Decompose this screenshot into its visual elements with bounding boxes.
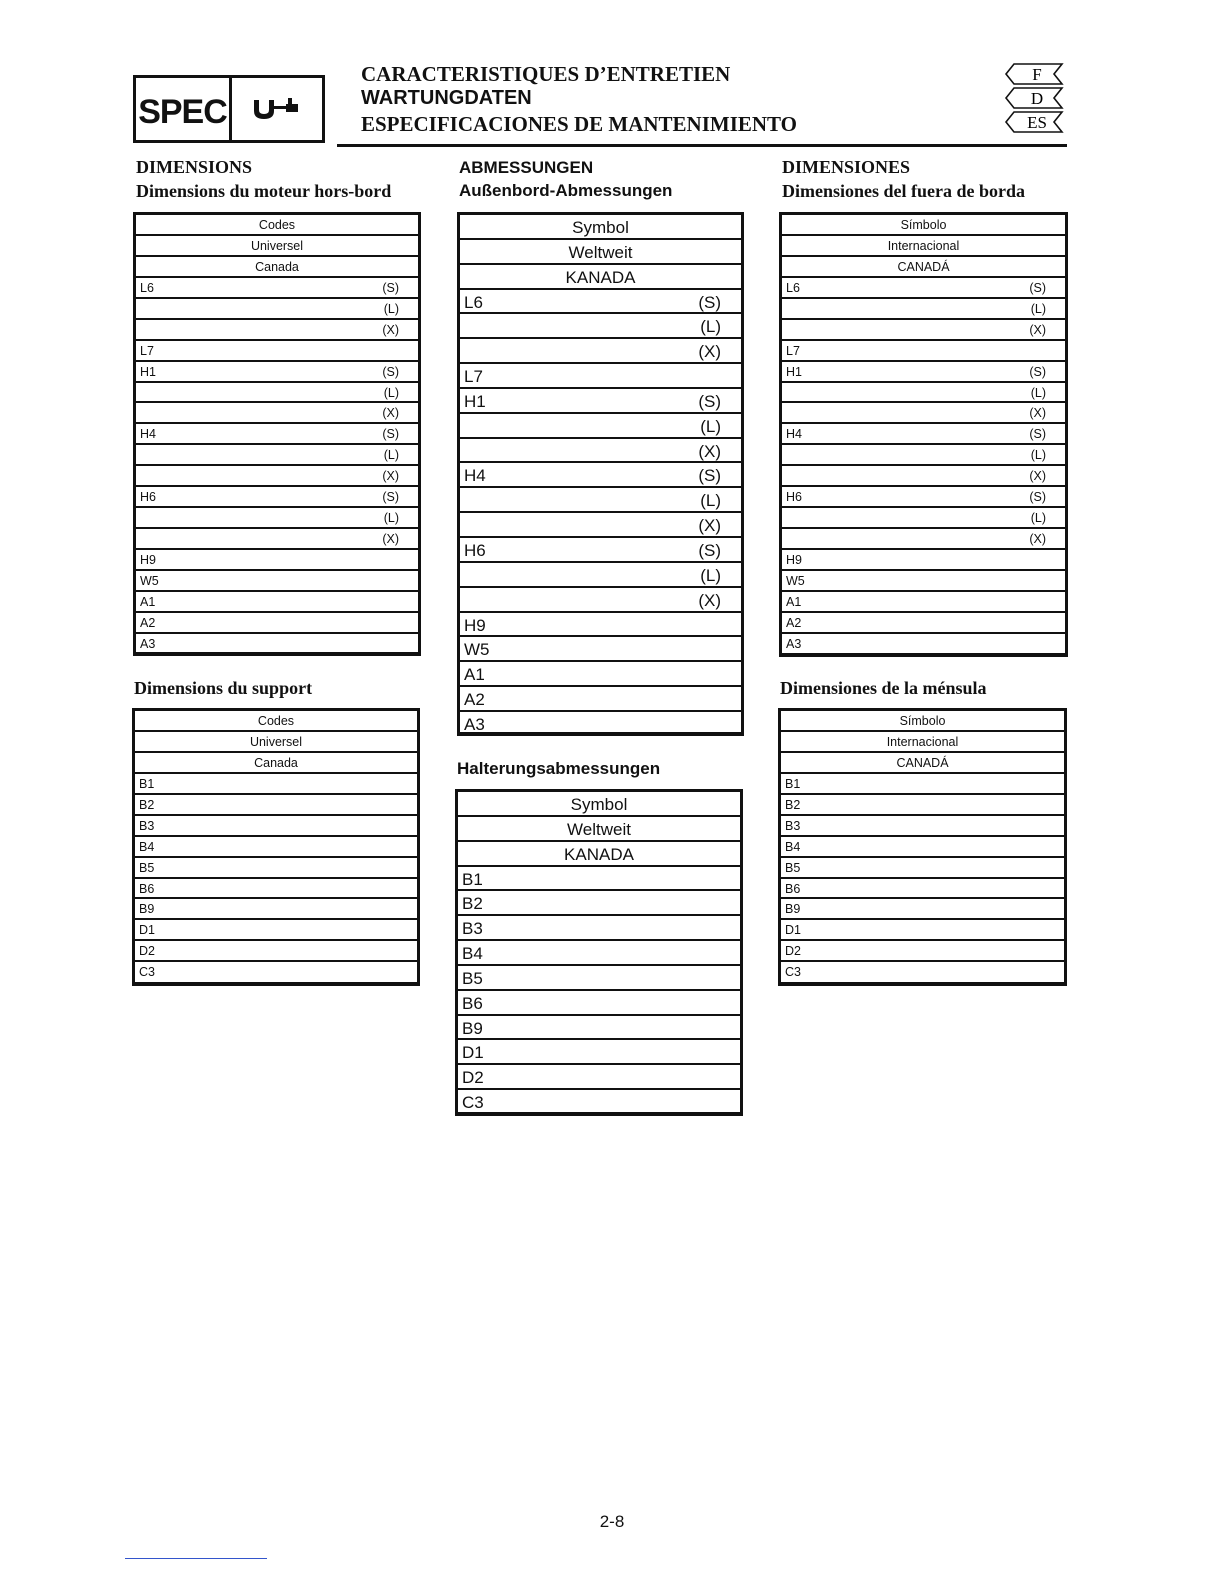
dimension-code: H9	[464, 615, 486, 635]
table-header-cell: KANADA	[565, 267, 636, 287]
table-row	[460, 314, 741, 339]
de-bracket-table	[455, 789, 743, 1116]
table-row	[782, 257, 1065, 278]
table-header-cell: Canada	[254, 755, 298, 770]
dimension-code: B3	[139, 818, 155, 833]
table-row	[458, 1090, 740, 1115]
title-german: WARTUNGDATEN	[361, 87, 532, 109]
table-row	[460, 364, 741, 389]
table-row	[460, 538, 741, 563]
dimension-code: B1	[139, 776, 155, 791]
dimension-code: A3	[140, 636, 156, 651]
dimension-variant: (X)	[698, 441, 721, 461]
dimension-code: A3	[464, 714, 485, 734]
dimension-variant: (L)	[383, 448, 399, 463]
table-row	[781, 774, 1064, 795]
table-row	[136, 529, 418, 550]
dimension-variant: (S)	[1029, 280, 1046, 295]
language-badge-f-label: F	[1032, 65, 1042, 84]
table-row	[782, 571, 1065, 592]
dimension-code: H1	[464, 391, 486, 411]
dimension-code: A1	[786, 594, 802, 609]
table-row	[136, 487, 418, 508]
table-header-cell: Universel	[250, 238, 304, 253]
page-number: 2-8	[599, 1512, 625, 1531]
dimension-variant: (L)	[700, 317, 721, 337]
table-header-cell: Symbol	[572, 218, 629, 237]
table-row	[458, 1016, 740, 1041]
dimension-variant: (L)	[1030, 448, 1046, 463]
dimension-code: B9	[462, 1018, 483, 1038]
fr-bracket-table	[132, 708, 420, 986]
table-row	[135, 920, 417, 941]
language-badge-es	[1004, 111, 1064, 133]
table-row	[458, 867, 740, 892]
wrench-icon	[232, 78, 322, 140]
table-row	[458, 941, 740, 966]
dimension-variant: (S)	[698, 391, 721, 411]
spec-logo	[133, 75, 325, 143]
dimension-code: C3	[139, 965, 155, 980]
table-header-cell: Symbol	[570, 795, 628, 814]
dimension-variant: (S)	[382, 364, 399, 379]
dimension-variant: (X)	[382, 406, 399, 421]
dimension-code: D2	[139, 944, 155, 959]
table-row	[458, 966, 740, 991]
dimension-variant: (S)	[382, 280, 399, 295]
spec-label: SPEC	[136, 78, 232, 140]
table-row	[135, 837, 417, 858]
table-row	[136, 278, 418, 299]
dimension-variant: (X)	[1029, 469, 1046, 484]
dimension-variant: (L)	[700, 491, 721, 511]
table-row	[781, 816, 1064, 837]
table-header-cell: Codes	[257, 714, 295, 728]
dimension-variant: (S)	[698, 540, 721, 560]
dimension-code: L7	[464, 367, 483, 387]
dimension-code: B6	[139, 881, 155, 896]
es-section-heading: DIMENSIONES	[782, 157, 911, 177]
table-row	[460, 588, 741, 613]
table-row	[458, 1040, 740, 1065]
table-row	[136, 613, 418, 634]
table-header-cell: Codes	[258, 218, 296, 232]
dimension-code: A1	[140, 594, 156, 609]
table-row	[135, 774, 417, 795]
table-row	[782, 320, 1065, 341]
de-outboard-heading: Außenbord-Abmessungen	[459, 181, 673, 200]
dimension-code: B2	[785, 797, 801, 812]
table-row	[136, 403, 418, 424]
table-row	[782, 592, 1065, 613]
table-row	[460, 563, 741, 588]
de-bracket-heading: Halterungsabmessungen	[457, 759, 661, 778]
language-badge-d-label: D	[1030, 89, 1044, 108]
table-row	[460, 712, 741, 737]
table-row	[781, 732, 1064, 753]
dimension-variant: (X)	[698, 516, 721, 536]
table-row	[782, 529, 1065, 550]
dimension-variant: (X)	[382, 469, 399, 484]
table-row	[135, 879, 417, 900]
es-outboard-table	[779, 212, 1068, 657]
dimension-code: H9	[786, 553, 802, 567]
dimension-code: D1	[785, 923, 801, 938]
dimension-variant: (S)	[382, 427, 399, 442]
table-header-cell: Internacional	[887, 238, 960, 253]
table-row	[781, 711, 1064, 732]
footer-rule	[125, 1558, 267, 1559]
table-row	[458, 891, 740, 916]
table-row	[136, 236, 418, 257]
dimension-variant: (L)	[1030, 511, 1046, 526]
dimension-code: B5	[785, 860, 801, 875]
table-header-cell: Universel	[249, 734, 303, 749]
dimension-code: A2	[140, 615, 156, 630]
table-header-cell: Símbolo	[899, 714, 946, 728]
language-badge-es-label: ES	[1027, 113, 1047, 132]
table-row	[458, 916, 740, 941]
fr-bracket-heading: Dimensions du support	[134, 678, 313, 698]
dimension-variant: (S)	[1029, 427, 1046, 442]
table-row	[782, 613, 1065, 634]
table-row	[781, 962, 1064, 983]
table-row	[781, 837, 1064, 858]
dimension-code: D1	[462, 1043, 484, 1063]
dimension-code: B1	[785, 776, 801, 791]
dimension-code: L6	[464, 292, 483, 312]
table-row	[460, 488, 741, 513]
dimension-code: B9	[785, 902, 801, 917]
dimension-code: D2	[785, 944, 801, 959]
es-bracket-table	[778, 708, 1067, 986]
dimension-variant: (L)	[700, 416, 721, 436]
table-row	[782, 403, 1065, 424]
dimension-code: L7	[786, 343, 800, 358]
dimension-code: A2	[464, 690, 485, 710]
table-row	[458, 842, 740, 867]
table-row	[460, 613, 741, 638]
dimension-code: W5	[140, 573, 159, 588]
dimension-code: B3	[785, 818, 801, 833]
dimension-code: C3	[462, 1093, 484, 1113]
dimension-variant: (X)	[698, 590, 721, 610]
table-row	[781, 858, 1064, 879]
dimension-code: B4	[139, 839, 155, 854]
table-row	[460, 389, 741, 414]
table-row	[460, 265, 741, 290]
dimension-variant: (L)	[700, 565, 721, 585]
table-row	[781, 941, 1064, 962]
es-bracket-heading: Dimensiones de la ménsula	[780, 678, 987, 698]
table-row	[781, 879, 1064, 900]
dimension-code: A3	[786, 636, 802, 651]
table-header-cell: CANADÁ	[897, 259, 950, 274]
header-divider	[337, 144, 1067, 147]
table-row	[135, 858, 417, 879]
table-header-cell: Canada	[255, 259, 299, 274]
dimension-variant: (S)	[1029, 490, 1046, 505]
table-row	[136, 257, 418, 278]
dimension-variant: (S)	[1029, 364, 1046, 379]
table-row	[136, 383, 418, 404]
dimension-code: H9	[140, 553, 156, 567]
table-row	[782, 466, 1065, 487]
table-header-cell: CANADÁ	[896, 755, 949, 770]
dimension-variant: (L)	[383, 385, 399, 400]
dimension-code: A1	[464, 665, 485, 685]
table-row	[782, 508, 1065, 529]
dimension-code: W5	[464, 640, 490, 660]
table-row	[460, 290, 741, 315]
table-row	[781, 753, 1064, 774]
dimension-variant: (X)	[698, 342, 721, 362]
dimension-variant: (S)	[698, 292, 721, 312]
table-row	[782, 383, 1065, 404]
table-row	[781, 795, 1064, 816]
table-row	[136, 592, 418, 613]
table-row	[135, 899, 417, 920]
dimension-variant: (L)	[383, 301, 399, 316]
de-outboard-table	[457, 212, 744, 736]
es-outboard-heading: Dimensiones del fuera de borda	[782, 181, 1025, 201]
table-row	[460, 463, 741, 488]
dimension-code: H1	[140, 364, 156, 379]
dimension-variant: (X)	[1029, 406, 1046, 421]
table-row	[136, 341, 418, 362]
dimension-code: B5	[462, 968, 483, 988]
table-row	[782, 424, 1065, 445]
dimension-code: B9	[139, 902, 155, 917]
dimension-code: B2	[139, 797, 155, 812]
table-row	[782, 362, 1065, 383]
title-french: CARACTERISTIQUES D’ENTRETIEN	[361, 62, 731, 86]
table-header-cell: Internacional	[886, 734, 959, 749]
table-row	[135, 753, 417, 774]
table-header-cell: Símbolo	[900, 218, 947, 232]
table-row	[782, 550, 1065, 571]
table-row	[136, 445, 418, 466]
dimension-variant: (S)	[382, 490, 399, 505]
table-row	[460, 513, 741, 538]
table-row	[136, 550, 418, 571]
fr-section-heading: DIMENSIONS	[136, 157, 253, 177]
dimension-variant: (X)	[1029, 532, 1046, 547]
table-row	[460, 215, 741, 240]
de-section-heading: ABMESSUNGEN	[459, 158, 594, 177]
table-row	[460, 637, 741, 662]
dimension-variant: (L)	[1030, 301, 1046, 316]
fr-outboard-heading: Dimensions du moteur hors-bord	[136, 181, 392, 201]
table-row	[781, 899, 1064, 920]
table-row	[135, 816, 417, 837]
dimension-code: B6	[462, 993, 483, 1013]
table-row	[136, 634, 418, 655]
dimension-code: H6	[786, 490, 802, 505]
table-header-cell: KANADA	[564, 844, 634, 864]
table-row	[458, 792, 740, 817]
fr-outboard-table	[133, 212, 421, 656]
table-row	[782, 634, 1065, 655]
dimension-code: D2	[462, 1068, 484, 1088]
dimension-code: B2	[462, 894, 483, 914]
table-row	[135, 941, 417, 962]
dimension-variant: (L)	[383, 511, 399, 526]
table-row	[460, 339, 741, 364]
table-row	[782, 236, 1065, 257]
table-row	[135, 962, 417, 983]
dimension-code: L7	[140, 343, 154, 358]
table-row	[136, 424, 418, 445]
dimension-code: A2	[786, 615, 802, 630]
table-row	[782, 215, 1065, 236]
dimension-code: H4	[786, 427, 802, 442]
dimension-code: W5	[786, 573, 805, 588]
table-row	[460, 439, 741, 464]
dimension-variant: (L)	[1030, 385, 1046, 400]
table-row	[782, 341, 1065, 362]
dimension-code: H4	[464, 466, 486, 486]
table-row	[458, 817, 740, 842]
dimension-code: C3	[785, 965, 801, 980]
dimension-code: L6	[786, 280, 800, 295]
dimension-code: B5	[139, 860, 155, 875]
dimension-variant: (X)	[1029, 322, 1046, 337]
table-row	[136, 215, 418, 236]
table-row	[136, 320, 418, 341]
table-row	[460, 414, 741, 439]
dimension-code: B4	[785, 839, 801, 854]
table-row	[458, 991, 740, 1016]
dimension-code: B6	[785, 881, 801, 896]
table-row	[136, 299, 418, 320]
dimension-code: H6	[464, 540, 486, 560]
table-row	[135, 732, 417, 753]
table-row	[136, 466, 418, 487]
table-row	[460, 240, 741, 265]
table-row	[782, 278, 1065, 299]
table-header-cell: Weltweit	[567, 819, 631, 839]
table-header-cell: Weltweit	[568, 242, 633, 262]
table-row	[136, 508, 418, 529]
language-badge-d	[1004, 87, 1064, 109]
table-row	[460, 662, 741, 687]
table-row	[135, 795, 417, 816]
dimension-variant: (S)	[698, 466, 721, 486]
language-badge-f	[1004, 63, 1064, 85]
dimension-code: H1	[786, 364, 802, 379]
table-row	[135, 711, 417, 732]
dimension-variant: (X)	[382, 322, 399, 337]
table-row	[782, 445, 1065, 466]
dimension-code: D1	[139, 923, 155, 938]
dimension-code: B3	[462, 919, 483, 939]
dimension-code: B1	[462, 869, 483, 889]
table-row	[782, 299, 1065, 320]
dimension-code: B4	[462, 944, 483, 964]
table-row	[136, 571, 418, 592]
table-row	[782, 487, 1065, 508]
table-row	[781, 920, 1064, 941]
table-row	[136, 362, 418, 383]
dimension-code: H4	[140, 427, 156, 442]
dimension-code: H6	[140, 490, 156, 505]
dimension-variant: (X)	[382, 532, 399, 547]
title-spanish: ESPECIFICACIONES DE MANTENIMIENTO	[361, 112, 798, 136]
table-row	[458, 1065, 740, 1090]
dimension-code: L6	[140, 280, 154, 295]
table-row	[460, 687, 741, 712]
